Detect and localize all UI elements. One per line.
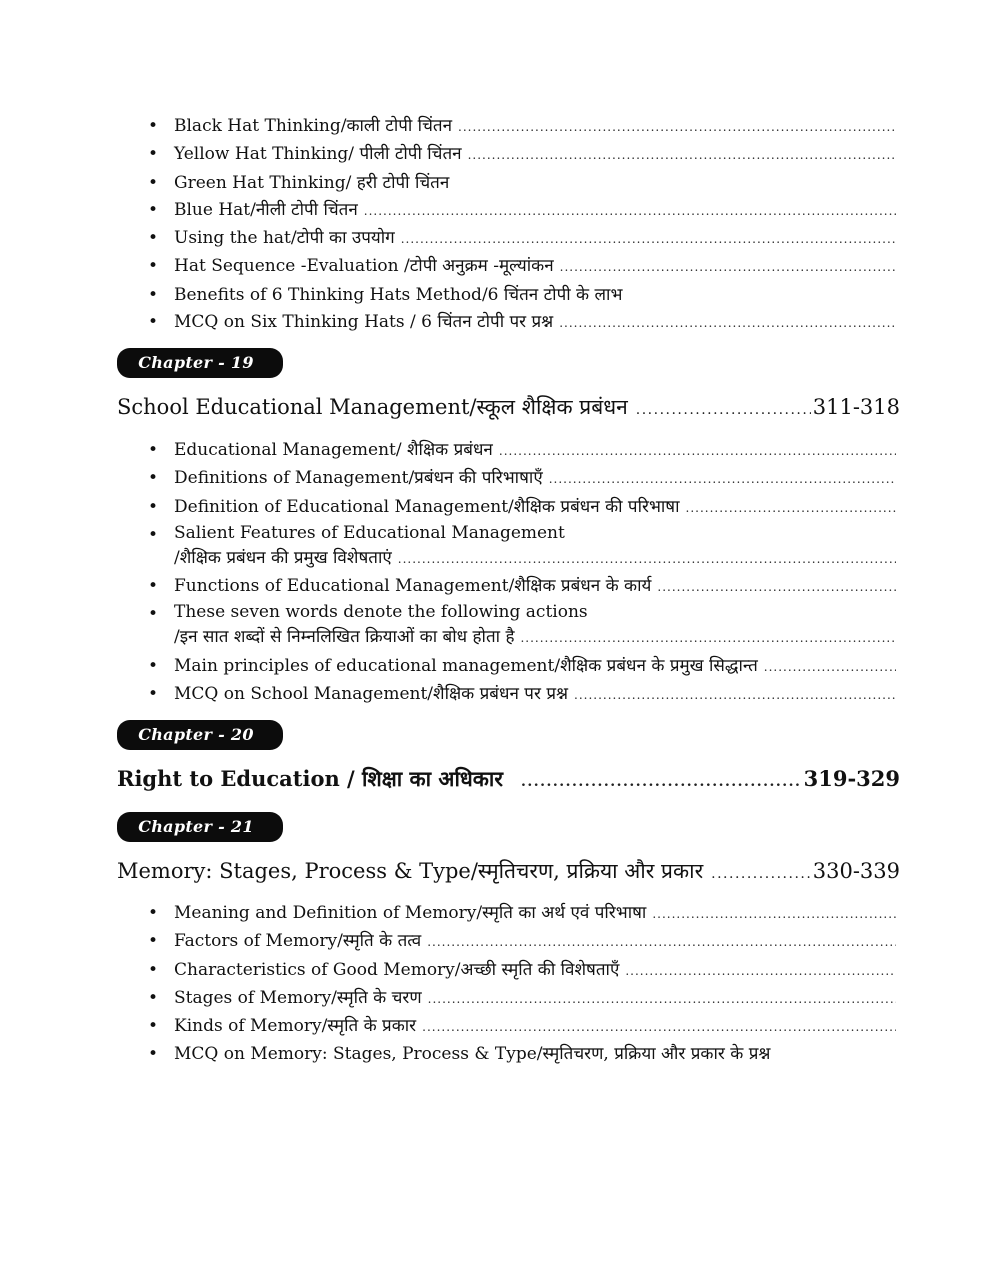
list-item [148, 957, 896, 985]
dot-leader [625, 958, 896, 985]
chapter-19-title: School Educational Management/स्कूल शैक्षिक प्रबंधन [117, 395, 628, 419]
list-item [148, 985, 896, 1013]
chapter-21-heading[interactable] [117, 856, 900, 889]
dot-leader [427, 929, 896, 956]
list-item [148, 282, 896, 309]
list-item [148, 113, 896, 141]
list-item [148, 601, 896, 652]
item-text: • Functions of Educational Management/शैक्षिक प्रबंधन के कार्य [174, 576, 652, 597]
item-text: • Hat Sequence -Evaluation /टोपी अनुक्रम -मूल्यांकन [174, 256, 554, 277]
chapter-19-badge: Chapter - 19 [117, 348, 283, 378]
dot-leader [657, 574, 896, 601]
list-item [148, 900, 896, 928]
hat-topics-list [148, 113, 896, 337]
dot-leader [521, 767, 802, 797]
dot-leader [401, 226, 896, 253]
item-text-line1: • These seven words denote the following actions [174, 602, 588, 623]
chapter-20-title: Right to Education / शिक्षा का अधिकार [117, 766, 503, 791]
list-item [148, 522, 896, 573]
dot-leader [364, 198, 896, 225]
list-item [148, 1013, 896, 1041]
list-item [148, 253, 896, 281]
dot-leader [686, 495, 896, 522]
item-text: • Benefits of 6 Thinking Hats Method/6 चिंतन टोपी के लाभ [174, 284, 623, 305]
list-item [148, 170, 896, 197]
chapter-21-title: Memory: Stages, Process & Type/स्मृतिचरण, प्रक्रिया और प्रकार [117, 859, 704, 883]
dot-leader [711, 859, 811, 889]
item-text: • Factors of Memory/स्मृति के तत्व [174, 931, 422, 952]
item-text: • Definition of Educational Management/शैक्षिक प्रबंधन की परिभाषा [174, 496, 680, 517]
list-item [148, 1041, 896, 1068]
list-item [148, 494, 896, 522]
item-text: • Stages of Memory/स्मृति के चरण [174, 987, 422, 1008]
item-text: • MCQ on Six Thinking Hats / 6 चिंतन टोपी पर प्रश्न [174, 312, 554, 333]
list-item [148, 465, 896, 493]
dot-leader [458, 114, 896, 141]
item-text: • Using the hat/टोपी का उपयोग [174, 228, 395, 249]
item-text-line1: • Salient Features of Educational Management [174, 522, 565, 543]
list-item [148, 681, 896, 709]
item-text: • Educational Management/ शैक्षिक प्रबंधन [174, 440, 493, 460]
chapter-21-topics [148, 900, 896, 1069]
list-item [148, 141, 896, 169]
chapter-20-heading[interactable] [117, 764, 900, 797]
dot-leader [560, 254, 896, 281]
chapter-20-pages: 319-329 [803, 766, 900, 791]
dot-leader [428, 986, 896, 1013]
item-text: • Yellow Hat Thinking/ पीली टोपी चिंतन [174, 144, 462, 165]
dot-leader [764, 654, 896, 681]
dot-leader [398, 546, 896, 573]
dot-leader [636, 395, 811, 425]
dot-leader [549, 466, 896, 493]
item-text: • Main principles of educational management/शैक्षिक प्रबंधन के प्रमुख सिद्धान्त [174, 655, 758, 676]
dot-leader [559, 310, 896, 337]
dot-leader [652, 901, 896, 928]
list-item [148, 437, 896, 465]
list-item [148, 197, 896, 225]
list-item [148, 653, 896, 681]
chapter-19-heading[interactable] [117, 392, 900, 425]
item-text: • Kinds of Memory/स्मृति के प्रकार [174, 1016, 417, 1037]
dot-leader [422, 1014, 896, 1041]
item-text: • Green Hat Thinking/ हरी टोपी चिंतन [174, 172, 450, 193]
chapter-21-pages: 330-339 [812, 859, 900, 883]
dot-leader [574, 682, 896, 709]
item-text: • Characteristics of Good Memory/अच्छी स्मृति की विशेषताएँ [174, 959, 620, 980]
dot-leader [499, 438, 896, 465]
list-item [148, 573, 896, 601]
list-item [148, 309, 896, 337]
chapter-20-badge: Chapter - 20 [117, 720, 283, 750]
item-text: • Meaning and Definition of Memory/स्मृति का अर्थ एवं परिभाषा [174, 903, 647, 923]
chapter-19-topics [148, 437, 896, 709]
list-item [148, 928, 896, 956]
chapter-19-pages: 311-318 [812, 395, 900, 419]
item-text: • Black Hat Thinking/काली टोपी चिंतन [174, 116, 453, 136]
item-text: • MCQ on School Management/शैक्षिक प्रबंधन पर प्रश्न [174, 684, 569, 705]
list-item [148, 225, 896, 253]
item-text: /शैक्षिक प्रबंधन की प्रमुख विशेषताएं [174, 547, 392, 568]
chapter-21-badge: Chapter - 21 [117, 812, 283, 842]
item-text: • Definitions of Management/प्रबंधन की परिभाषाएँ [174, 468, 543, 489]
item-text: • Blue Hat/नीली टोपी चिंतन [174, 199, 358, 220]
dot-leader [520, 625, 896, 652]
item-text: /इन सात शब्दों से निम्नलिखित क्रियाओं का बोध होता है [174, 627, 515, 648]
dot-leader [468, 142, 896, 169]
item-text: • MCQ on Memory: Stages, Process & Type/स्मृतिचरण, प्रक्रिया और प्रकार के प्रश्न [174, 1044, 771, 1065]
